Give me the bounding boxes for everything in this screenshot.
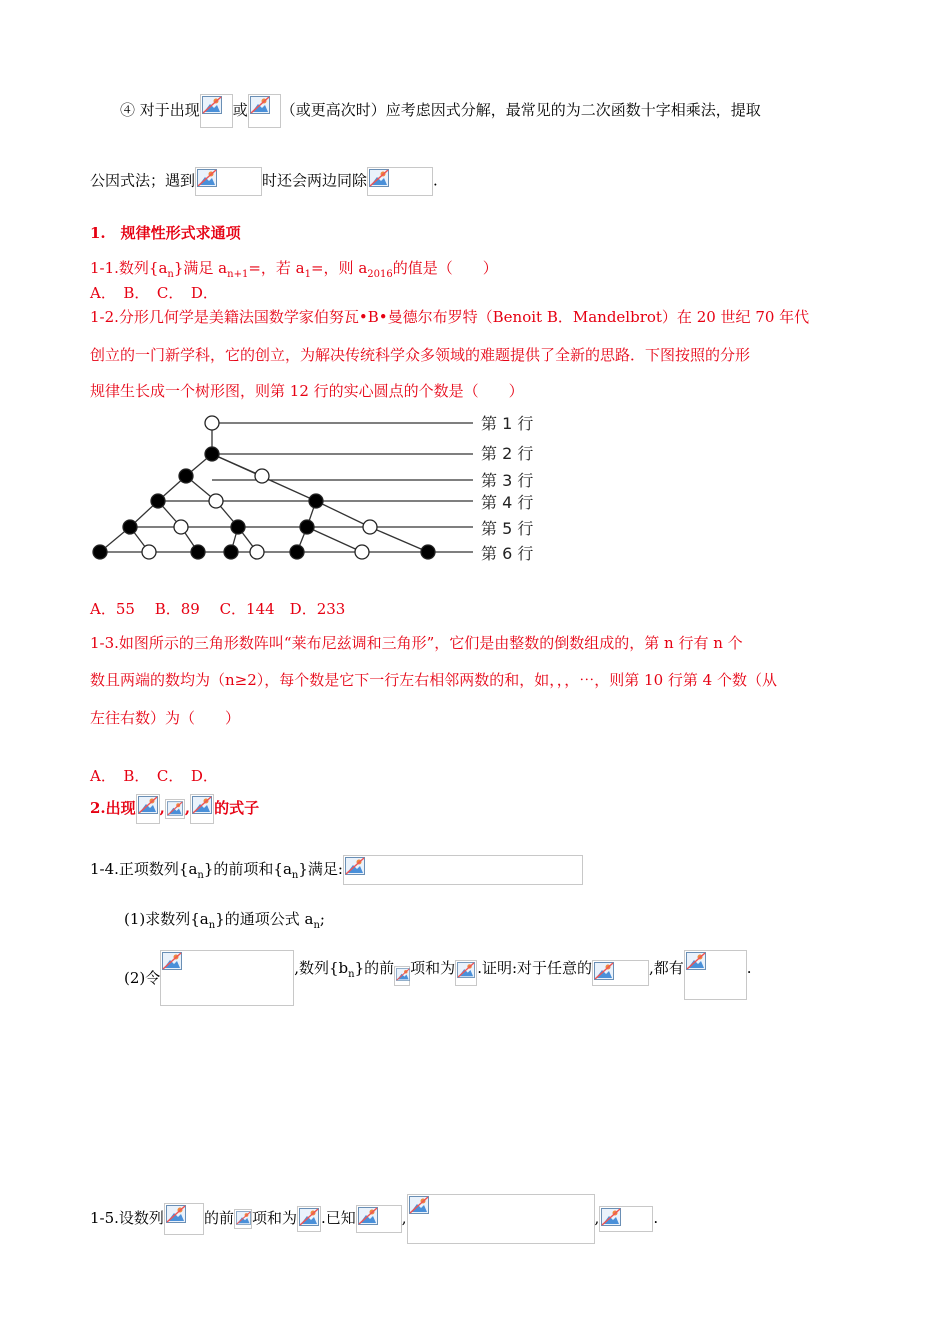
- q-text: .证明:对于任意的: [477, 959, 593, 977]
- q-text: (2)令: [124, 969, 161, 987]
- row-label: 第 3 行: [481, 471, 534, 490]
- broken-image-icon: [236, 1211, 251, 1225]
- row-label: 第 2 行: [481, 444, 534, 463]
- solid-node: [421, 545, 435, 559]
- q-text: }满足:: [298, 860, 343, 878]
- broken-image-icon: [299, 1208, 319, 1226]
- q-subscript: 2016: [367, 269, 393, 280]
- q-text: 项和为: [251, 1209, 297, 1227]
- formula-image: [190, 794, 214, 824]
- broken-image-icon: [197, 169, 217, 187]
- question-1-2-options: A．55 B．89 C．144 D．233: [90, 600, 346, 618]
- section-2-text: 2.出现: [90, 799, 136, 817]
- row-label: 第 1 行: [481, 414, 534, 433]
- hollow-node: [250, 545, 264, 559]
- hollow-node: [255, 469, 269, 483]
- row-label: 第 4 行: [481, 493, 534, 512]
- q-text: .已知: [320, 1209, 356, 1227]
- intro-text: 公因式法；遇到: [90, 171, 196, 190]
- formula-image: [394, 966, 410, 986]
- formula-image: [297, 1206, 321, 1232]
- q-text: }的前项和{a: [203, 860, 292, 878]
- section-2-title: [90, 791, 259, 825]
- solid-node: [191, 545, 205, 559]
- broken-image-icon: [192, 796, 212, 814]
- broken-image-icon: [358, 1207, 378, 1225]
- q-text: ;: [319, 910, 325, 928]
- solid-node: [151, 494, 165, 508]
- intro-text: .: [433, 171, 438, 190]
- section-1-title: 1. 规律性形式求通项: [90, 224, 241, 242]
- intro-text: （或更高次时）应考虑因式分解，最常见的为二次函数十字相乘法，提取: [280, 101, 761, 119]
- q-text: ,都有: [649, 959, 684, 977]
- section-2-text: 的式子: [214, 799, 260, 817]
- q-text: .: [653, 1209, 659, 1227]
- q-text: ,: [401, 1209, 407, 1227]
- solid-node: [123, 520, 137, 534]
- formula-image: [136, 794, 160, 824]
- q-subscript: n: [197, 870, 204, 881]
- broken-image-icon: [202, 96, 222, 114]
- row-label: 第 5 行: [481, 519, 534, 538]
- broken-image-icon: [138, 796, 158, 814]
- question-1-2-line-1: 1-2.分形几何学是美籍法国数学家伯努瓦•B•曼德尔布罗特（Benoit B．Mandelbrot）在 20 世纪 70 年代: [90, 308, 810, 326]
- hollow-node: [209, 494, 223, 508]
- q-subscript: n: [313, 920, 320, 931]
- intro-text: 时还会两边同除: [262, 171, 368, 190]
- formula-image: [407, 1194, 595, 1244]
- q-subscript: n: [348, 969, 355, 980]
- q-text: ,数列{b: [294, 959, 349, 977]
- question-1-4-part-1: [124, 909, 325, 929]
- q-text: 的值是（ ）: [392, 259, 498, 277]
- broken-image-icon: [369, 169, 389, 187]
- intro-text: ④ 对于出现: [120, 101, 200, 119]
- q-text: }的通项公式 a: [215, 910, 314, 928]
- question-1-2-line-2: 创立的一门新学科，它的创立，为解决传统科学众多领域的难题提供了全新的思路．下图按照的分形: [90, 346, 751, 364]
- question-1-4-part-2: [124, 950, 752, 1006]
- question-1-2-line-3: 规律生长成一个树形图，则第 12 行的实心圆点的个数是（ ）: [90, 382, 524, 400]
- broken-image-icon: [162, 952, 182, 970]
- q-subscript: n: [208, 920, 216, 931]
- solid-node: [179, 469, 193, 483]
- q-text: 的前: [203, 1209, 234, 1227]
- formula-image: [599, 1206, 653, 1232]
- row-label: 第 6 行: [481, 544, 534, 563]
- question-1-3-line-1: 1-3.如图所示的三角形数阵叫“莱布尼兹调和三角形”，它们是由整数的倒数组成的，第 n 行有 n 个: [90, 634, 743, 652]
- q-subscript: n+1: [227, 269, 249, 280]
- q-text: 项和为: [410, 959, 456, 977]
- q-text: .: [746, 959, 752, 977]
- formula-image: [165, 799, 185, 819]
- broken-image-icon: [250, 96, 270, 114]
- fractal-tree-figure: [88, 410, 548, 570]
- broken-image-icon: [686, 952, 706, 970]
- question-1-4: [90, 853, 583, 885]
- solid-node: [93, 545, 107, 559]
- section-2-text: ,: [184, 799, 191, 817]
- q-text: 1-4.正项数列{a: [90, 860, 198, 878]
- q-text: =，若 a: [248, 259, 305, 277]
- question-1-3-line-2: 数且两端的数均为（n≥2），每个数是它下一行左右相邻两数的和，如，，，⋯，则第 10 行第 4 个数（从: [90, 671, 777, 689]
- q-text: }满足 a: [173, 259, 228, 277]
- intro-line-1: [120, 94, 761, 128]
- broken-image-icon: [594, 962, 614, 980]
- broken-image-icon: [166, 1205, 186, 1223]
- question-1-3-line-3: 左往右数）为（ ）: [90, 709, 241, 727]
- formula-image: [160, 950, 294, 1006]
- question-1-1-options: A． B． C． D．: [90, 284, 218, 302]
- formula-image: [367, 167, 433, 196]
- broken-image-icon: [167, 801, 183, 816]
- q-text: ,: [594, 1209, 600, 1227]
- formula-image: [200, 94, 233, 128]
- solid-node: [231, 520, 245, 534]
- q-text: }的前: [354, 959, 395, 977]
- q-text: 1-5.设数列: [90, 1209, 164, 1227]
- formula-image: [356, 1205, 402, 1233]
- broken-image-icon: [409, 1196, 429, 1214]
- hollow-node: [205, 416, 219, 430]
- section-2-text: ,: [159, 799, 165, 817]
- q-subscript: n: [167, 269, 174, 280]
- hollow-node: [142, 545, 156, 559]
- formula-image: [248, 94, 281, 128]
- formula-image: [684, 950, 747, 1000]
- formula-image: [343, 855, 583, 885]
- hollow-node: [363, 520, 377, 534]
- formula-image: [164, 1203, 204, 1235]
- hollow-node: [174, 520, 188, 534]
- q-text: =，则 a: [310, 259, 368, 277]
- q-subscript: 1: [304, 269, 311, 280]
- formula-image: [455, 960, 477, 986]
- formula-image: [592, 960, 649, 986]
- question-1-3-options: A． B． C． D．: [90, 767, 218, 785]
- intro-text: 或: [232, 101, 248, 119]
- broken-image-icon: [457, 962, 475, 978]
- formula-image: [195, 167, 262, 196]
- broken-image-icon: [601, 1208, 621, 1226]
- q-subscript: n: [291, 870, 299, 881]
- broken-image-icon: [345, 857, 365, 875]
- solid-node: [300, 520, 314, 534]
- solid-node: [309, 494, 323, 508]
- solid-node: [224, 545, 238, 559]
- broken-image-icon: [396, 968, 410, 981]
- question-1-5: [90, 1193, 658, 1244]
- intro-line-2: [90, 167, 438, 196]
- formula-image: [234, 1209, 252, 1229]
- question-1-1: [90, 258, 498, 278]
- solid-node: [290, 545, 304, 559]
- solid-node: [205, 447, 219, 461]
- hollow-node: [355, 545, 369, 559]
- q-text: 1-1.数列{a: [90, 259, 168, 277]
- q-text: (1)求数列{a: [124, 910, 209, 928]
